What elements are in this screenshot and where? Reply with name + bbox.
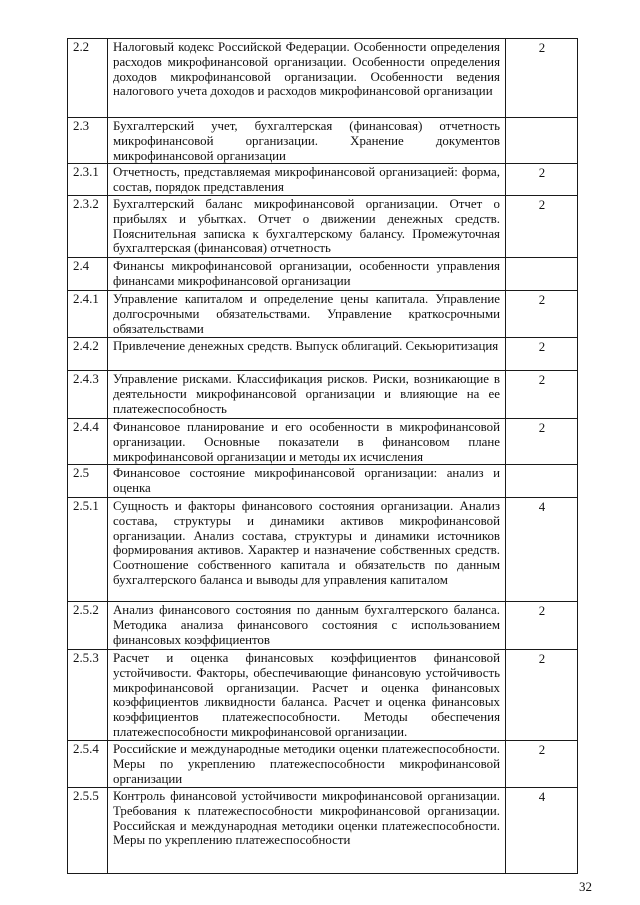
hours-cell bbox=[506, 371, 578, 419]
table-row bbox=[68, 602, 578, 650]
table-row bbox=[68, 164, 578, 196]
section-number-cell bbox=[68, 465, 108, 498]
hours-cell bbox=[506, 196, 578, 258]
table-row bbox=[68, 465, 578, 498]
hours-value: 2 bbox=[538, 652, 546, 666]
section-number-cell bbox=[68, 164, 108, 196]
table-row bbox=[68, 39, 578, 118]
section-number: 2.5.3 bbox=[73, 651, 99, 665]
topic-cell bbox=[108, 338, 506, 371]
hours-value: 2 bbox=[538, 293, 546, 307]
hours-cell bbox=[506, 118, 578, 164]
section-number: 2.3.2 bbox=[73, 197, 99, 211]
hours-cell bbox=[506, 258, 578, 291]
curriculum-table bbox=[67, 38, 578, 874]
hours-value bbox=[506, 465, 577, 497]
page-number: 32 bbox=[579, 879, 592, 894]
section-number: 2.4.1 bbox=[73, 292, 99, 306]
hours-cell bbox=[506, 602, 578, 650]
section-number: 2.5.2 bbox=[73, 603, 99, 617]
topic-cell bbox=[108, 602, 506, 650]
topic-cell bbox=[108, 741, 506, 788]
section-number: 2.5 bbox=[73, 466, 90, 480]
topic-text: Анализ финансового состояния по данным бухгалтерского баланса. Методика анализа финансового состояния с использованием финансовых коэффициентов bbox=[113, 603, 500, 647]
section-number: 2.4 bbox=[73, 259, 90, 273]
topic-text: Отчетность, представляемая микрофинансовой организацией: форма, состав, порядок представления bbox=[113, 165, 500, 194]
section-number-cell bbox=[68, 602, 108, 650]
section-number-cell bbox=[68, 419, 108, 465]
topic-text: Привлечение денежных средств. Выпуск облигаций. Секьюритизация bbox=[113, 339, 499, 353]
hours-cell bbox=[506, 788, 578, 874]
section-number-cell bbox=[68, 650, 108, 741]
hours-value: 2 bbox=[538, 41, 546, 55]
topic-text: Бухгалтерский учет, бухгалтерская (финансовая) отчетность микрофинансовой организации. Хранение документов микрофинансовой организации bbox=[113, 119, 500, 163]
table-row bbox=[68, 650, 578, 741]
hours-cell bbox=[506, 650, 578, 741]
hours-value bbox=[506, 118, 577, 163]
section-number: 2.3.1 bbox=[73, 165, 99, 179]
section-number-cell bbox=[68, 258, 108, 291]
table-row bbox=[68, 291, 578, 338]
hours-cell bbox=[506, 419, 578, 465]
topic-cell bbox=[108, 498, 506, 602]
hours-cell bbox=[506, 338, 578, 371]
table-row bbox=[68, 118, 578, 164]
topic-text: Бухгалтерский баланс микрофинансовой организации. Отчет о прибылях и убытках. Отчет о движении денежных средств. Пояснительная записка к бухгалтерскому балансу. Промежуточная бухгалтерская (финансовая) отчетность bbox=[113, 197, 500, 256]
section-number: 2.2 bbox=[73, 40, 90, 54]
hours-cell bbox=[506, 39, 578, 118]
section-number: 2.4.3 bbox=[73, 372, 99, 386]
table-row bbox=[68, 419, 578, 465]
table-row bbox=[68, 338, 578, 371]
topic-text: Расчет и оценка финансовых коэффициентов финансовой устойчивости. Факторы, обеспечивающие финансовую устойчивость микрофинансовой организации. Расчет и оценка финансовых коэффициентов ликвидности баланса. Расчет и оценка финансовых коэффициентов платежеспособности. Методы обеспечения платежеспособности микрофинансовой организации. bbox=[113, 651, 500, 739]
hours-value: 4 bbox=[538, 500, 546, 514]
hours-value: 2 bbox=[538, 421, 546, 435]
hours-cell bbox=[506, 498, 578, 602]
table-row bbox=[68, 788, 578, 874]
topic-cell bbox=[108, 650, 506, 741]
hours-value: 2 bbox=[538, 743, 546, 757]
topic-text: Налоговый кодекс Российской Федерации. Особенности определения расходов микрофинансовой организации. Особенности определения доходов микрофинансовой организации. Особенности ведения налогового учета доходов и расходов микрофинансовой организации bbox=[113, 40, 500, 99]
hours-value bbox=[506, 258, 577, 290]
section-number-cell bbox=[68, 788, 108, 874]
topic-cell bbox=[108, 788, 506, 874]
section-number-cell bbox=[68, 371, 108, 419]
table-row bbox=[68, 196, 578, 258]
hours-value: 4 bbox=[538, 790, 546, 804]
section-number-cell bbox=[68, 741, 108, 788]
section-number: 2.4.2 bbox=[73, 339, 99, 353]
topic-cell bbox=[108, 419, 506, 465]
topic-cell bbox=[108, 39, 506, 118]
hours-value: 2 bbox=[538, 166, 546, 180]
section-number: 2.4.4 bbox=[73, 420, 99, 434]
table-row bbox=[68, 741, 578, 788]
topic-text: Российские и международные методики оценки платежеспособности. Меры по укреплению платежеспособности микрофинансовой организации bbox=[113, 742, 500, 786]
hours-value: 2 bbox=[538, 198, 546, 212]
section-number: 2.5.5 bbox=[73, 789, 99, 803]
topic-text: Управление капиталом и определение цены капитала. Управление долгосрочными обязательствами. Управление краткосрочными обязательствами bbox=[113, 292, 500, 336]
topic-text: Финансовое состояние микрофинансовой организации: анализ и оценка bbox=[113, 466, 500, 495]
topic-text: Финансовое планирование и его особенности в микрофинансовой организации. Основные показатели в финансовом плане микрофинансовой организации и методы их исчисления bbox=[113, 420, 500, 464]
topic-text: Сущность и факторы финансового состояния организации. Анализ состава, структуры и динамики активов микрофинансовой организации. Анализ состава, структуры и динамики источников формирования активов. Характер и назначение собственных средств. Соотношение собственного капитала и обязательств по данным бухгалтерского баланса и выводы для управления капиталом bbox=[113, 499, 500, 587]
topic-text: Контроль финансовой устойчивости микрофинансовой организации. Требования к платежеспособности микрофинансовой организации. Российская и международная методики оценки платежеспособности. Меры по укреплению платежеспособности bbox=[113, 789, 500, 848]
table-row bbox=[68, 498, 578, 602]
topic-cell bbox=[108, 164, 506, 196]
hours-value: 2 bbox=[538, 373, 546, 387]
section-number-cell bbox=[68, 118, 108, 164]
topic-text: Финансы микрофинансовой организации, особенности управления финансами микрофинансовой организации bbox=[113, 259, 500, 288]
table-row bbox=[68, 258, 578, 291]
hours-cell bbox=[506, 291, 578, 338]
hours-cell bbox=[506, 465, 578, 498]
hours-value: 2 bbox=[538, 340, 546, 354]
section-number: 2.5.4 bbox=[73, 742, 99, 756]
topic-cell bbox=[108, 465, 506, 498]
topic-cell bbox=[108, 291, 506, 338]
hours-cell bbox=[506, 741, 578, 788]
topic-text: Управление рисками. Классификация рисков. Риски, возникающие в деятельности микрофинансовой организации и влияющие на ее платежеспособность bbox=[113, 372, 500, 416]
section-number: 2.3 bbox=[73, 119, 90, 133]
section-number: 2.5.1 bbox=[73, 499, 99, 513]
hours-value: 2 bbox=[538, 604, 546, 618]
topic-cell bbox=[108, 118, 506, 164]
table-row bbox=[68, 371, 578, 419]
section-number-cell bbox=[68, 498, 108, 602]
section-number-cell bbox=[68, 338, 108, 371]
section-number-cell bbox=[68, 291, 108, 338]
topic-cell bbox=[108, 371, 506, 419]
section-number-cell bbox=[68, 39, 108, 118]
hours-cell bbox=[506, 164, 578, 196]
topic-cell bbox=[108, 196, 506, 258]
section-number-cell bbox=[68, 196, 108, 258]
topic-cell bbox=[108, 258, 506, 291]
